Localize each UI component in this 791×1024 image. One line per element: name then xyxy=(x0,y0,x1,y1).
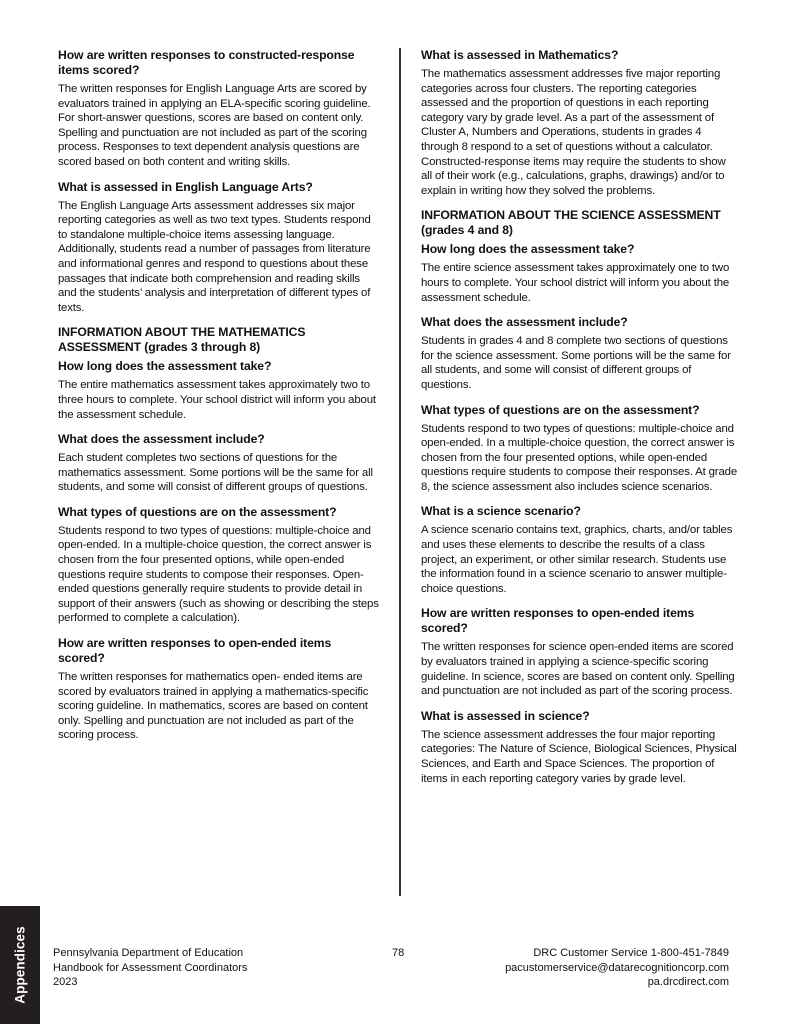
footer-website[interactable]: pa.drcdirect.com xyxy=(647,976,729,988)
question-heading: How are written responses to open-ended items scored? xyxy=(421,606,695,636)
question-heading: What is assessed in Mathematics? xyxy=(421,48,619,62)
footer-email[interactable]: pacustomerservice@datarecognitioncorp.com xyxy=(505,961,729,974)
question-heading: How long does the assessment take? xyxy=(421,242,635,257)
footer-customer-service: DRC Customer Service 1-800-451-7849 xyxy=(533,947,729,959)
answer-paragraph: The written responses for science open-ended items are scored by evaluators trained in applying a science-specific scoring guideline. In science, scores are based on content only. Spelling and punctuation are not included as part of the scoring process. xyxy=(421,641,735,698)
section-heading: INFORMATION ABOUT THE SCIENCE ASSESSMENT (grades 4 and 8) xyxy=(421,208,721,238)
column-divider xyxy=(399,48,401,896)
question-heading: What is a science scenario? xyxy=(421,504,581,519)
question-heading: What types of questions are on the assessment? xyxy=(421,402,700,417)
question-heading: What is assessed in English Language Arts? xyxy=(58,179,313,194)
answer-paragraph: The written responses for mathematics open- ended items are scored by evaluators trained in applying a mathematics-specific scoring guideline. In mathematics, scores are based on content only. Spelling and punctuation are not included as part of the scoring process. xyxy=(58,671,369,742)
question-heading: How are written responses to open-ended items scored? xyxy=(58,636,332,666)
question-heading: What does the assessment include? xyxy=(58,432,265,447)
question-heading: What does the assessment include? xyxy=(421,315,628,330)
answer-paragraph: The entire mathematics assessment takes approximately two to three hours to complete. Your school district will inform you about the assessment schedule. xyxy=(58,379,376,421)
answer-paragraph: The mathematics assessment addresses five major reporting categories across four clusters. The reporting categories assessed and the proportion of questions in each reporting category vary by grade level. As a part of the assessment of Cluster A, Numbers and Operations, students in grades 4 through 8 respond to a set of questions without a calculator. Constructed-response items may require the students to show all of their work (e.g., calculations, graphs, drawings) and/or to explain in writing how they solved the problems. xyxy=(421,68,726,197)
question-heading: What is assessed in science? xyxy=(421,708,590,723)
left-column xyxy=(58,48,380,753)
footer-left xyxy=(53,946,247,990)
footer-right xyxy=(505,946,729,990)
question-heading: What types of questions are on the assessment? xyxy=(58,504,337,519)
right-column xyxy=(421,48,739,796)
answer-paragraph: The science assessment addresses the four major reporting categories: The Nature of Science, Biological Sciences, Physical Sciences, and Earth and Space Sciences. The proportion of items in each reporting category varies by grade level. xyxy=(421,728,737,785)
footer-handbook: Handbook for Assessment Coordinators xyxy=(53,961,248,974)
answer-paragraph: Students in grades 4 and 8 complete two sections of questions for the science assessment. Some portions will be the same for all students, and some will consist of different groups of questions. xyxy=(421,335,731,391)
answer-paragraph: The entire science assessment takes approximately one to two hours to complete. Your school district will inform you about the assessment schedule. xyxy=(421,262,730,304)
answer-paragraph: A science scenario contains text, graphics, charts, and/or tables and uses these elements to describe the results of a class project, an experiment, or other similar research. Students use the information found in a science scenario to answer multiple-choice questions. xyxy=(421,524,733,595)
question-heading: How long does the assessment take? xyxy=(58,359,272,374)
section-heading: INFORMATION ABOUT THE MATHEMATICS ASSESSMENT (grades 3 through 8) xyxy=(58,325,306,355)
footer-year: 2023 xyxy=(53,976,78,988)
appendices-tab xyxy=(0,906,40,1024)
question-heading: How are written responses to constructed-response items scored? xyxy=(58,48,355,77)
footer-department: Pennsylvania Department of Education xyxy=(53,947,244,959)
answer-paragraph: The English Language Arts assessment addresses six major reporting categories as well as two text types. Students respond to standalone multiple-choice items assessing language. Additionally, students read a number of passages from literature and informational genres and respond to questions about these passages that indicate both comprehension and reading skills and the students’ analysis and interpretation of different types of texts. xyxy=(58,199,371,314)
page-number: 78 xyxy=(392,947,405,959)
answer-paragraph: Students respond to two types of questions: multiple-choice and open-ended. In a multiple-choice question, the correct answer is chosen from the four presented options, while open-ended questions require students to compose their responses. Open-ended questions generally require students to provide detail in support of their answers (such as showing or describing the steps performed to complete a calculation). xyxy=(58,524,379,625)
answer-paragraph: Each student completes two sections of questions for the mathematics assessment. Some portions will be the same for all students, and some will consist of different groups of questions. xyxy=(58,452,373,494)
answer-paragraph: Students respond to two types of questions: multiple-choice and open-ended. In a multiple-choice question, the correct answer is chosen from the four presented options, while open-ended questions require students to compose their responses. At grade 8, the science assessment also includes science scenarios. xyxy=(421,422,738,493)
answer-paragraph: The written responses for English Language Arts are scored by evaluators trained in applying an ELA-specific scoring guideline. For short-answer questions, scores are based on content only. Spelling and punctuation are not included as part of the scoring process. Responses to text dependent analysis questions are scored based on both content and writing skills. xyxy=(58,83,371,168)
appendices-tab-label: Appendices xyxy=(12,926,28,1004)
